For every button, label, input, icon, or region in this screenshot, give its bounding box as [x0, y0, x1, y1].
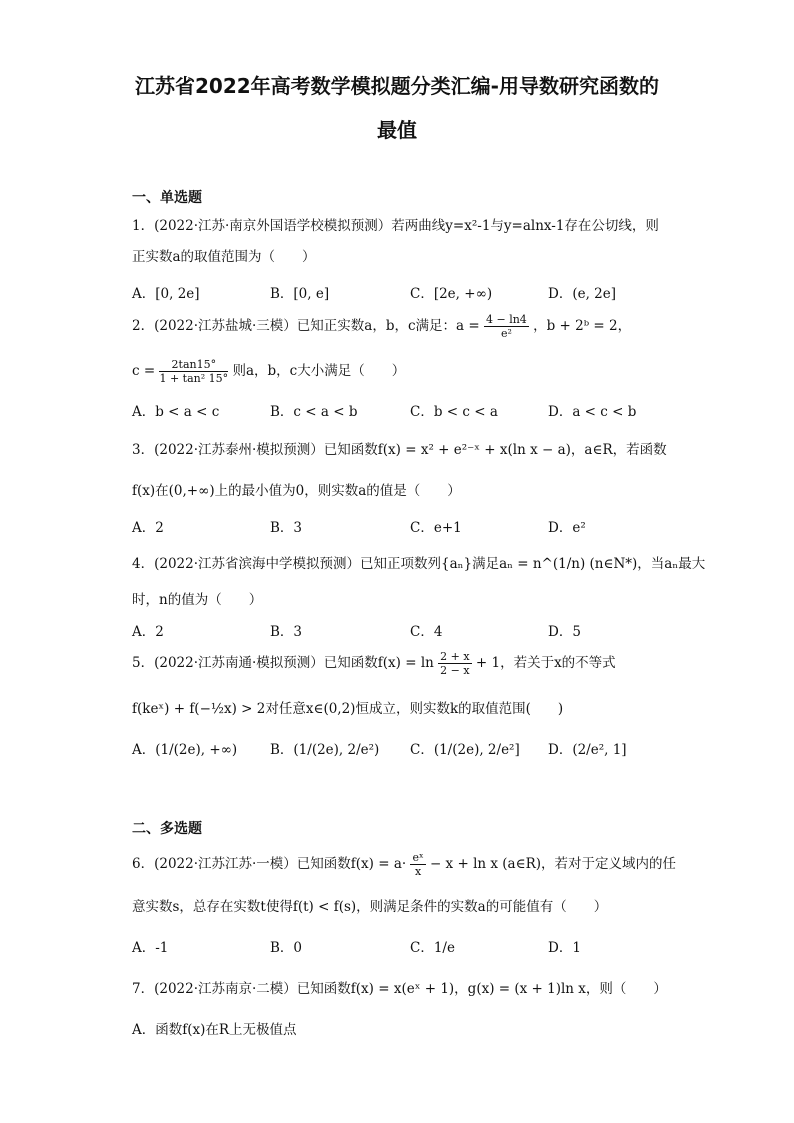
question-2-line2: c = $\frac{2\tan 15^\circ}{\text{1 + tan² 15°}}$ 则a，b，c大小满足（ ）: [132, 358, 406, 385]
q3-option-c[interactable]: C．e+1: [410, 520, 462, 536]
q1-option-c[interactable]: C．[2e, +∞): [410, 286, 493, 302]
q2-fraction-c: $\frac{2\tan 15^\circ}{\text{1 + tan² 15°}}$: [159, 358, 229, 385]
q6-option-a[interactable]: A．-1: [132, 940, 169, 956]
question-6-line1: 6．(2022·江苏江苏·一模）已知函数f(x) = a· $\frac{\text{eˣ}}{x}$ − x + ln x (a∈R)，若对于定义域内的任: [132, 851, 677, 878]
question-2-line1: 2．(2022·江苏盐城·三模）已知正实数a，b，c满足：a = $\frac{4 - \ln 4}{\text{e²}}$ ，b + 2ᵇ = 2，: [132, 313, 632, 340]
q5-option-b[interactable]: B．(1/(2e), 2/e²): [270, 742, 380, 758]
q4-option-a[interactable]: A．2: [132, 624, 164, 640]
q2-option-b[interactable]: B．c < a < b: [270, 404, 358, 420]
q5-option-c[interactable]: C．(1/(2e), 2/e²]: [410, 742, 520, 758]
q7-option-a[interactable]: A．函数f(x)在R上无极值点: [132, 1022, 297, 1038]
question-5-line2: f(keˣ) + f(−½x) > 2对任意x∈(0,2)恒成立，则实数k的取值范围( ): [132, 701, 564, 717]
q4-option-b[interactable]: B．3: [270, 624, 303, 640]
q5-option-a[interactable]: A．(1/(2e), +∞): [132, 742, 238, 758]
question-3-line1: 3．(2022·江苏泰州·模拟预测）已知函数f(x) = x² + e²⁻ˣ + x(ln x − a)，a∈R，若函数: [132, 442, 667, 458]
q1-option-d[interactable]: D．(e, 2e]: [548, 286, 617, 302]
question-1-line1: 1．(2022·江苏·南京外国语学校模拟预测）若两曲线y=x²-1与y=alnx-1存在公切线，则: [132, 218, 659, 234]
question-4-line2: 时，n的值为（ ）: [132, 592, 263, 608]
q3-option-a[interactable]: A．2: [132, 520, 164, 536]
q3-option-d[interactable]: D．e²: [548, 520, 586, 536]
question-7-line1: 7．(2022·江苏南京·二模）已知函数f(x) = x(eˣ + 1)，g(x) = (x + 1)ln x，则（ ）: [132, 981, 667, 997]
q6-option-c[interactable]: C．1/e: [410, 940, 455, 956]
question-4-line1: 4．(2022·江苏省滨海中学模拟预测）已知正项数列{aₙ}满足aₙ = n^(1/n) (n∈N*)，当aₙ最大: [132, 556, 706, 572]
q2-fraction-a: $\frac{4 - \ln 4}{\text{e²}}$: [486, 313, 527, 340]
question-6-line2: 意实数s，总存在实数t使得f(t) < f(s)，则满足条件的实数a的可能值有（ ）: [132, 899, 608, 915]
q2-option-c[interactable]: C．b < c < a: [410, 404, 498, 420]
q2-option-a[interactable]: A．b < a < c: [132, 404, 220, 420]
q1-option-b[interactable]: B．[0, e]: [270, 286, 330, 302]
section-multi-choice: 二、多选题: [132, 821, 202, 837]
question-1-line2: 正实数a的取值范围为（ ）: [132, 249, 316, 265]
question-3-line2: f(x)在(0,+∞)上的最小值为0，则实数a的值是（ ）: [132, 483, 461, 499]
q6-option-b[interactable]: B．0: [270, 940, 303, 956]
q3-option-b[interactable]: B．3: [270, 520, 303, 536]
q6-option-d[interactable]: D．1: [548, 940, 581, 956]
q1-option-a[interactable]: A．[0, 2e]: [132, 286, 200, 302]
page-title: 江苏省2022年高考数学模拟题分类汇编-用导数研究函数的: [135, 74, 659, 98]
section-single-choice: 一、单选题: [132, 190, 202, 206]
question-5-line1: 5．(2022·江苏南通·模拟预测）已知函数f(x) = ln $\frac{2 + x}{2 - x}$ + 1，若关于x的不等式: [132, 650, 616, 677]
page-title-line2: 最值: [377, 118, 417, 142]
q6-fraction: $\frac{\text{eˣ}}{x}$: [412, 851, 424, 878]
q5-fraction: $\frac{2 + x}{2 - x}$: [440, 650, 470, 677]
q4-option-d[interactable]: D．5: [548, 624, 581, 640]
q5-option-d[interactable]: D．(2/e², 1]: [548, 742, 627, 758]
q4-option-c[interactable]: C．4: [410, 624, 443, 640]
q2-option-d[interactable]: D．a < c < b: [548, 404, 637, 420]
